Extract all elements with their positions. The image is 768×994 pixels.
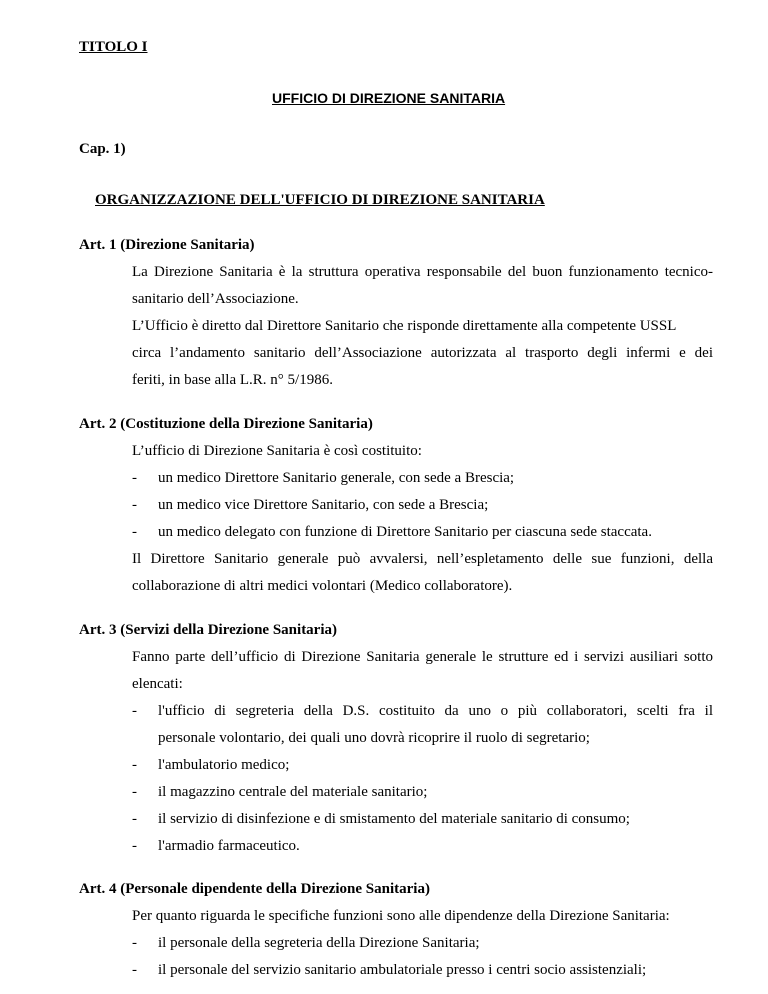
list-item: l'ufficio di segreteria della D.S. costituito da uno o più collaboratori, scelti fra il bbox=[158, 703, 713, 719]
list-item: un medico Direttore Sanitario generale, con sede a Brescia; bbox=[158, 470, 515, 486]
list-item: il servizio di disinfezione e di smistamento del materiale sanitario di consumo; bbox=[158, 811, 630, 827]
list-dash: - bbox=[132, 811, 137, 827]
title-label: TITOLO I bbox=[79, 39, 148, 55]
list-dash: - bbox=[132, 497, 137, 513]
list-dash: - bbox=[132, 470, 137, 486]
list-dash: - bbox=[132, 757, 137, 773]
page-heading: UFFICIO DI DIREZIONE SANITARIA bbox=[272, 90, 506, 106]
list-dash: - bbox=[132, 784, 137, 800]
article-3-title: Art. 3 (Servizi della Direzione Sanitaria) bbox=[79, 622, 338, 638]
article-1-line: sanitario dell’Associazione. bbox=[132, 291, 299, 307]
article-1-line: La Direzione Sanitaria è la struttura operativa responsabile del buon funzionamento tecnico- bbox=[132, 264, 713, 280]
list-item: l'armadio farmaceutico. bbox=[158, 838, 300, 854]
article-1-title: Art. 1 (Direzione Sanitaria) bbox=[79, 237, 255, 253]
list-item: un medico delegato con funzione di Direttore Sanitario per ciascuna sede staccata. bbox=[158, 524, 652, 540]
list-dash: - bbox=[132, 524, 137, 540]
article-2-title: Art. 2 (Costituzione della Direzione Sanitaria) bbox=[79, 416, 373, 432]
article-4-intro: Per quanto riguarda le specifiche funzioni sono alle dipendenze della Direzione Sanitaria: bbox=[132, 908, 670, 924]
list-dash: - bbox=[132, 703, 137, 719]
list-item: l'ambulatorio medico; bbox=[158, 757, 290, 773]
article-1-line: feriti, in base alla L.R. n° 5/1986. bbox=[132, 372, 333, 388]
article-2-text: Il Direttore Sanitario generale può avvalersi, nell’espletamento delle sue funzioni, della bbox=[132, 551, 713, 567]
list-dash: - bbox=[132, 838, 137, 854]
article-3-intro: elencati: bbox=[132, 676, 183, 692]
article-3-intro: Fanno parte dell’ufficio di Direzione Sanitaria generale le strutture ed i servizi ausiliari sotto bbox=[132, 649, 713, 665]
list-item: il personale del servizio sanitario ambulatoriale presso i centri socio assistenziali; bbox=[158, 962, 647, 978]
chapter-label: Cap. 1) bbox=[79, 141, 126, 157]
list-dash: - bbox=[132, 962, 137, 978]
article-1-line: circa l’andamento sanitario dell’Associazione autorizzata al trasporto degli infermi e dei bbox=[132, 345, 713, 361]
article-2-intro: L’ufficio di Direzione Sanitaria è così costituito: bbox=[132, 443, 422, 459]
list-item: il personale della segreteria della Direzione Sanitaria; bbox=[158, 935, 480, 951]
list-item-continuation: personale volontario, dei quali uno dovrà ricoprire il ruolo di segretario; bbox=[158, 730, 590, 746]
article-1-line: L’Ufficio è diretto dal Direttore Sanitario che risponde direttamente alla competente USSL bbox=[132, 318, 677, 334]
list-item: il magazzino centrale del materiale sanitario; bbox=[158, 784, 428, 800]
article-2-text: collaborazione di altri medici volontari (Medico collaboratore). bbox=[132, 578, 513, 594]
article-4-title: Art. 4 (Personale dipendente della Direzione Sanitaria) bbox=[79, 881, 430, 897]
list-dash: - bbox=[132, 935, 137, 951]
list-item: un medico vice Direttore Sanitario, con sede a Brescia; bbox=[158, 497, 489, 513]
section-title: ORGANIZZAZIONE DELL'UFFICIO DI DIREZIONE SANITARIA bbox=[95, 192, 545, 208]
